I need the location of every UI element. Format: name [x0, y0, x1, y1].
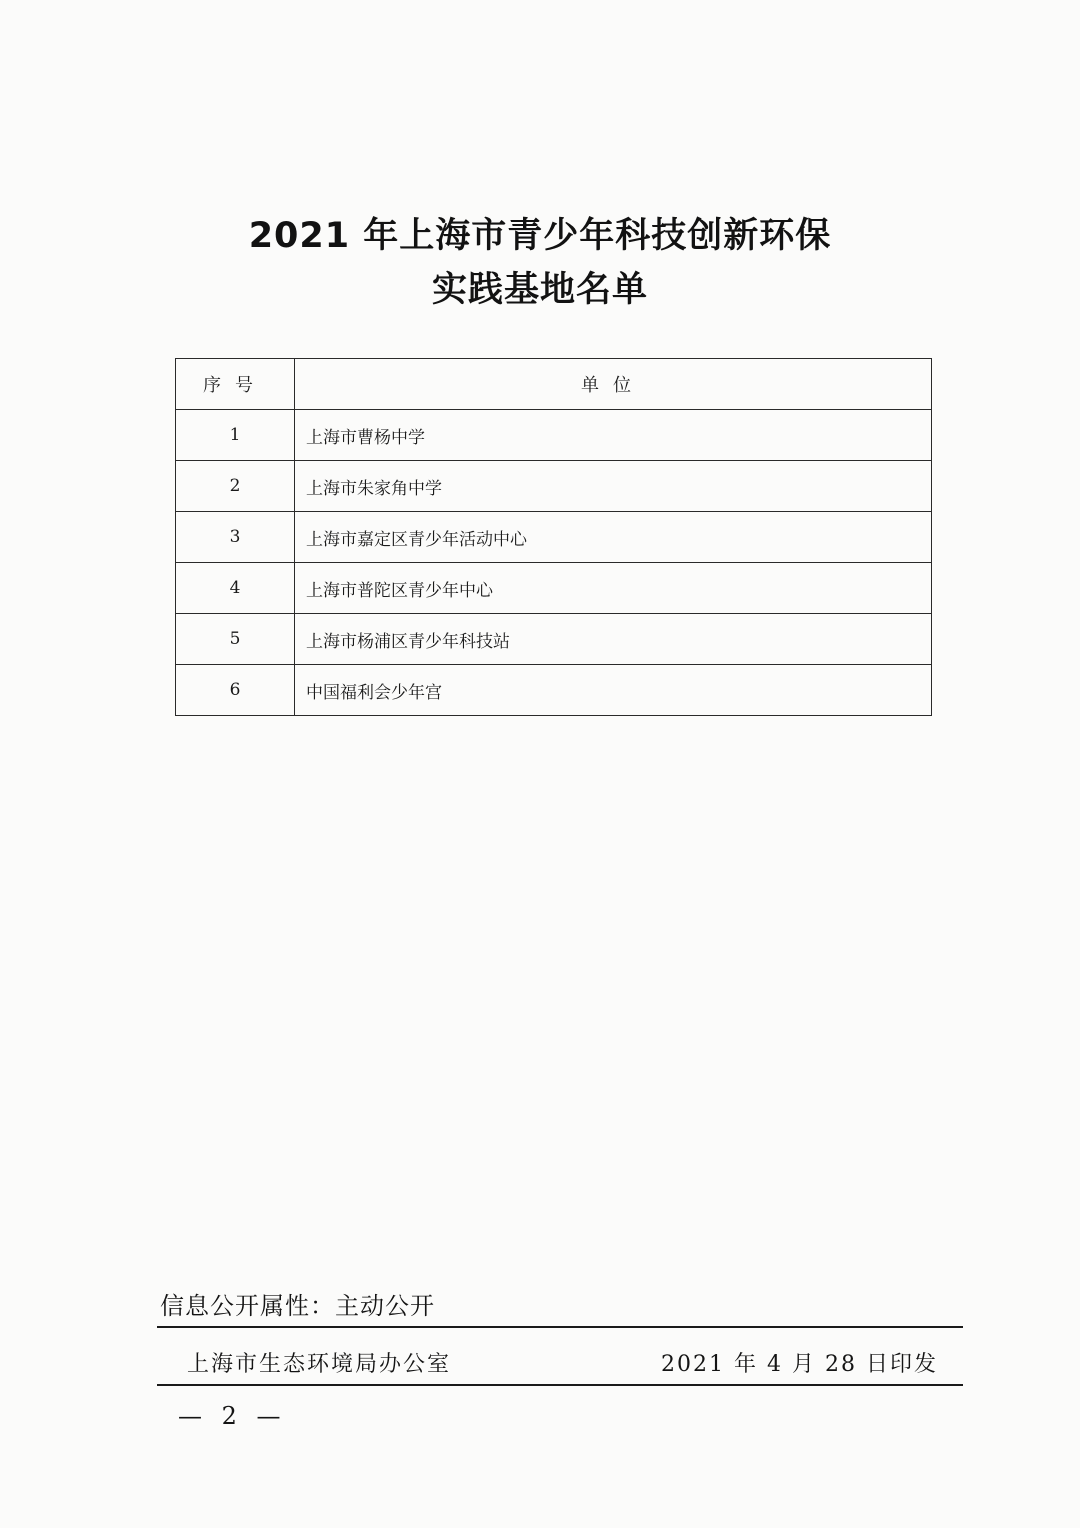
column-header-unit: 单位	[295, 359, 932, 410]
row-number: 1	[176, 410, 295, 461]
row-number: 6	[176, 665, 295, 716]
document-title-line-1: 2021 年上海市青少年科技创新环保	[248, 216, 832, 256]
footer-divider-top	[157, 1326, 963, 1328]
table-row	[176, 410, 932, 461]
row-unit-name: 上海市杨浦区青少年科技站	[295, 614, 932, 665]
issue-date: 2021 年 4 月 28 日印发	[661, 1352, 938, 1377]
table-row	[176, 563, 932, 614]
issuing-office: 上海市生态环境局办公室	[187, 1352, 452, 1377]
table-header-row	[176, 359, 932, 410]
footer-divider-bottom	[157, 1384, 963, 1386]
row-number: 5	[176, 614, 295, 665]
table-row	[176, 665, 932, 716]
column-header-number: 序号	[176, 359, 295, 410]
disclosure-attribute: 信息公开属性：主动公开	[160, 1292, 435, 1320]
row-number: 2	[176, 461, 295, 512]
row-unit-name: 上海市嘉定区青少年活动中心	[295, 512, 932, 563]
practice-base-table	[175, 358, 932, 716]
row-unit-name: 中国福利会少年宫	[295, 665, 932, 716]
table-row	[176, 614, 932, 665]
table-row	[176, 512, 932, 563]
document-title-line-2: 实践基地名单	[431, 270, 648, 310]
row-unit-name: 上海市朱家角中学	[295, 461, 932, 512]
row-unit-name: 上海市曹杨中学	[295, 410, 932, 461]
row-number: 4	[176, 563, 295, 614]
page-number: — 2 —	[178, 1402, 287, 1430]
row-unit-name: 上海市普陀区青少年中心	[295, 563, 932, 614]
table-row	[176, 461, 932, 512]
row-number: 3	[176, 512, 295, 563]
